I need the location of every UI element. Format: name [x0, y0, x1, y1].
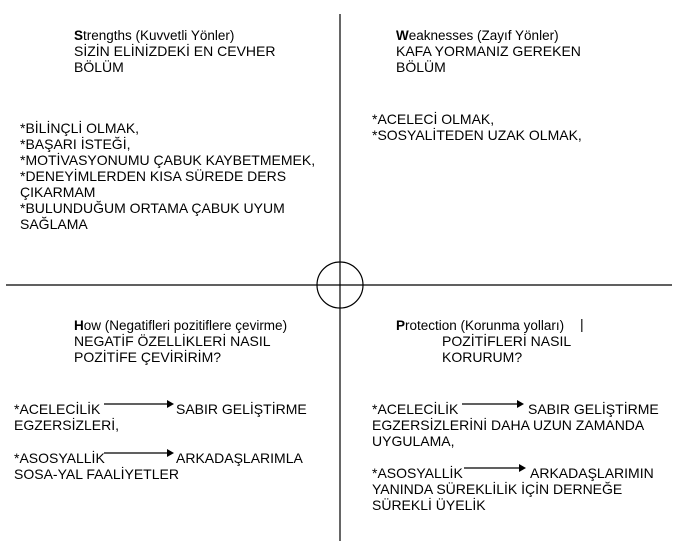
- weaknesses-subtitle-2: BÖLÜM: [396, 59, 446, 75]
- strengths-subtitle-1: SİZİN ELİNİZDEKİ EN CEVHER: [74, 43, 276, 59]
- text-cursor: |: [580, 316, 584, 332]
- weaknesses-title: Weaknesses (Zayıf Yönler): [396, 28, 559, 43]
- protection-item-2-continuation: SÜREKLİ ÜYELİK: [372, 497, 486, 513]
- weaknesses-subtitle-1: KAFA YORMANIZ GEREKEN: [396, 43, 581, 59]
- protection-item-1-continuation: EGZERSİZLERİNİ DAHA UZUN ZAMANDA: [372, 417, 645, 433]
- how-subtitle-1: NEGATİF ÖZELLİKLERİ NASIL: [74, 333, 271, 349]
- strengths-item: ÇIKARMAM: [20, 184, 96, 200]
- how-subtitle-2: POZİTİFE ÇEVİRİRİM?: [74, 349, 222, 365]
- weaknesses-item: *ACELECİ OLMAK,: [372, 111, 495, 127]
- protection-item-2-continuation: YANINDA SÜREKLİLİK İÇİN DERNEĞE: [372, 481, 623, 497]
- right-arrow-icon: [462, 398, 524, 410]
- strengths-item: SAĞLAMA: [20, 216, 88, 232]
- how-item-1-continuation: EGZERSİZLERİ,: [14, 417, 120, 433]
- strengths-item: *BİLİNÇLİ OLMAK,: [20, 120, 140, 136]
- protection-item-1-continuation: UYGULAMA,: [372, 433, 455, 449]
- strengths-item: *BAŞARI İSTEĞİ,: [20, 136, 131, 152]
- how-item-2-continuation: SOSA-YAL FAALİYETLER: [14, 466, 179, 482]
- right-arrow-icon: [104, 447, 174, 459]
- right-arrow-icon: [464, 462, 526, 474]
- protection-subtitle-2: KORURUM?: [442, 349, 523, 365]
- strengths-subtitle-2: BÖLÜM: [74, 59, 124, 75]
- strengths-item: *BULUNDUĞUM ORTAMA ÇABUK UYUM: [20, 200, 285, 216]
- how-item-2-left: *ASOSYALLİK: [14, 450, 105, 466]
- protection-item-1-left: *ACELECİLİK: [372, 401, 459, 417]
- strengths-title: Strengths (Kuvvetli Yönler): [74, 28, 235, 43]
- protection-item-2-right: ARKADAŞLARIMIN: [530, 465, 654, 481]
- right-arrow-icon: [104, 398, 174, 410]
- protection-item-2-left: *ASOSYALLİK: [372, 465, 463, 481]
- protection-subtitle-1: POZİTİFLERİ NASIL: [442, 333, 572, 349]
- protection-title: Protection (Korunma yolları): [396, 318, 565, 333]
- how-item-1-right: SABIR GELİŞTİRME: [176, 401, 307, 417]
- protection-item-1-right: SABIR GELİŞTİRME: [528, 401, 659, 417]
- how-title: How (Negatifleri pozitiflere çevirme): [74, 318, 288, 333]
- how-item-2-right: ARKADAŞLARIMLA: [176, 450, 303, 466]
- strengths-item: *MOTİVASYONUMU ÇABUK KAYBETMEMEK,: [20, 152, 316, 168]
- how-item-1-left: *ACELECİLİK: [14, 401, 101, 417]
- strengths-item: *DENEYİMLERDEN KISA SÜREDE DERS: [20, 168, 287, 184]
- weaknesses-item: *SOSYALİTEDEN UZAK OLMAK,: [372, 127, 582, 143]
